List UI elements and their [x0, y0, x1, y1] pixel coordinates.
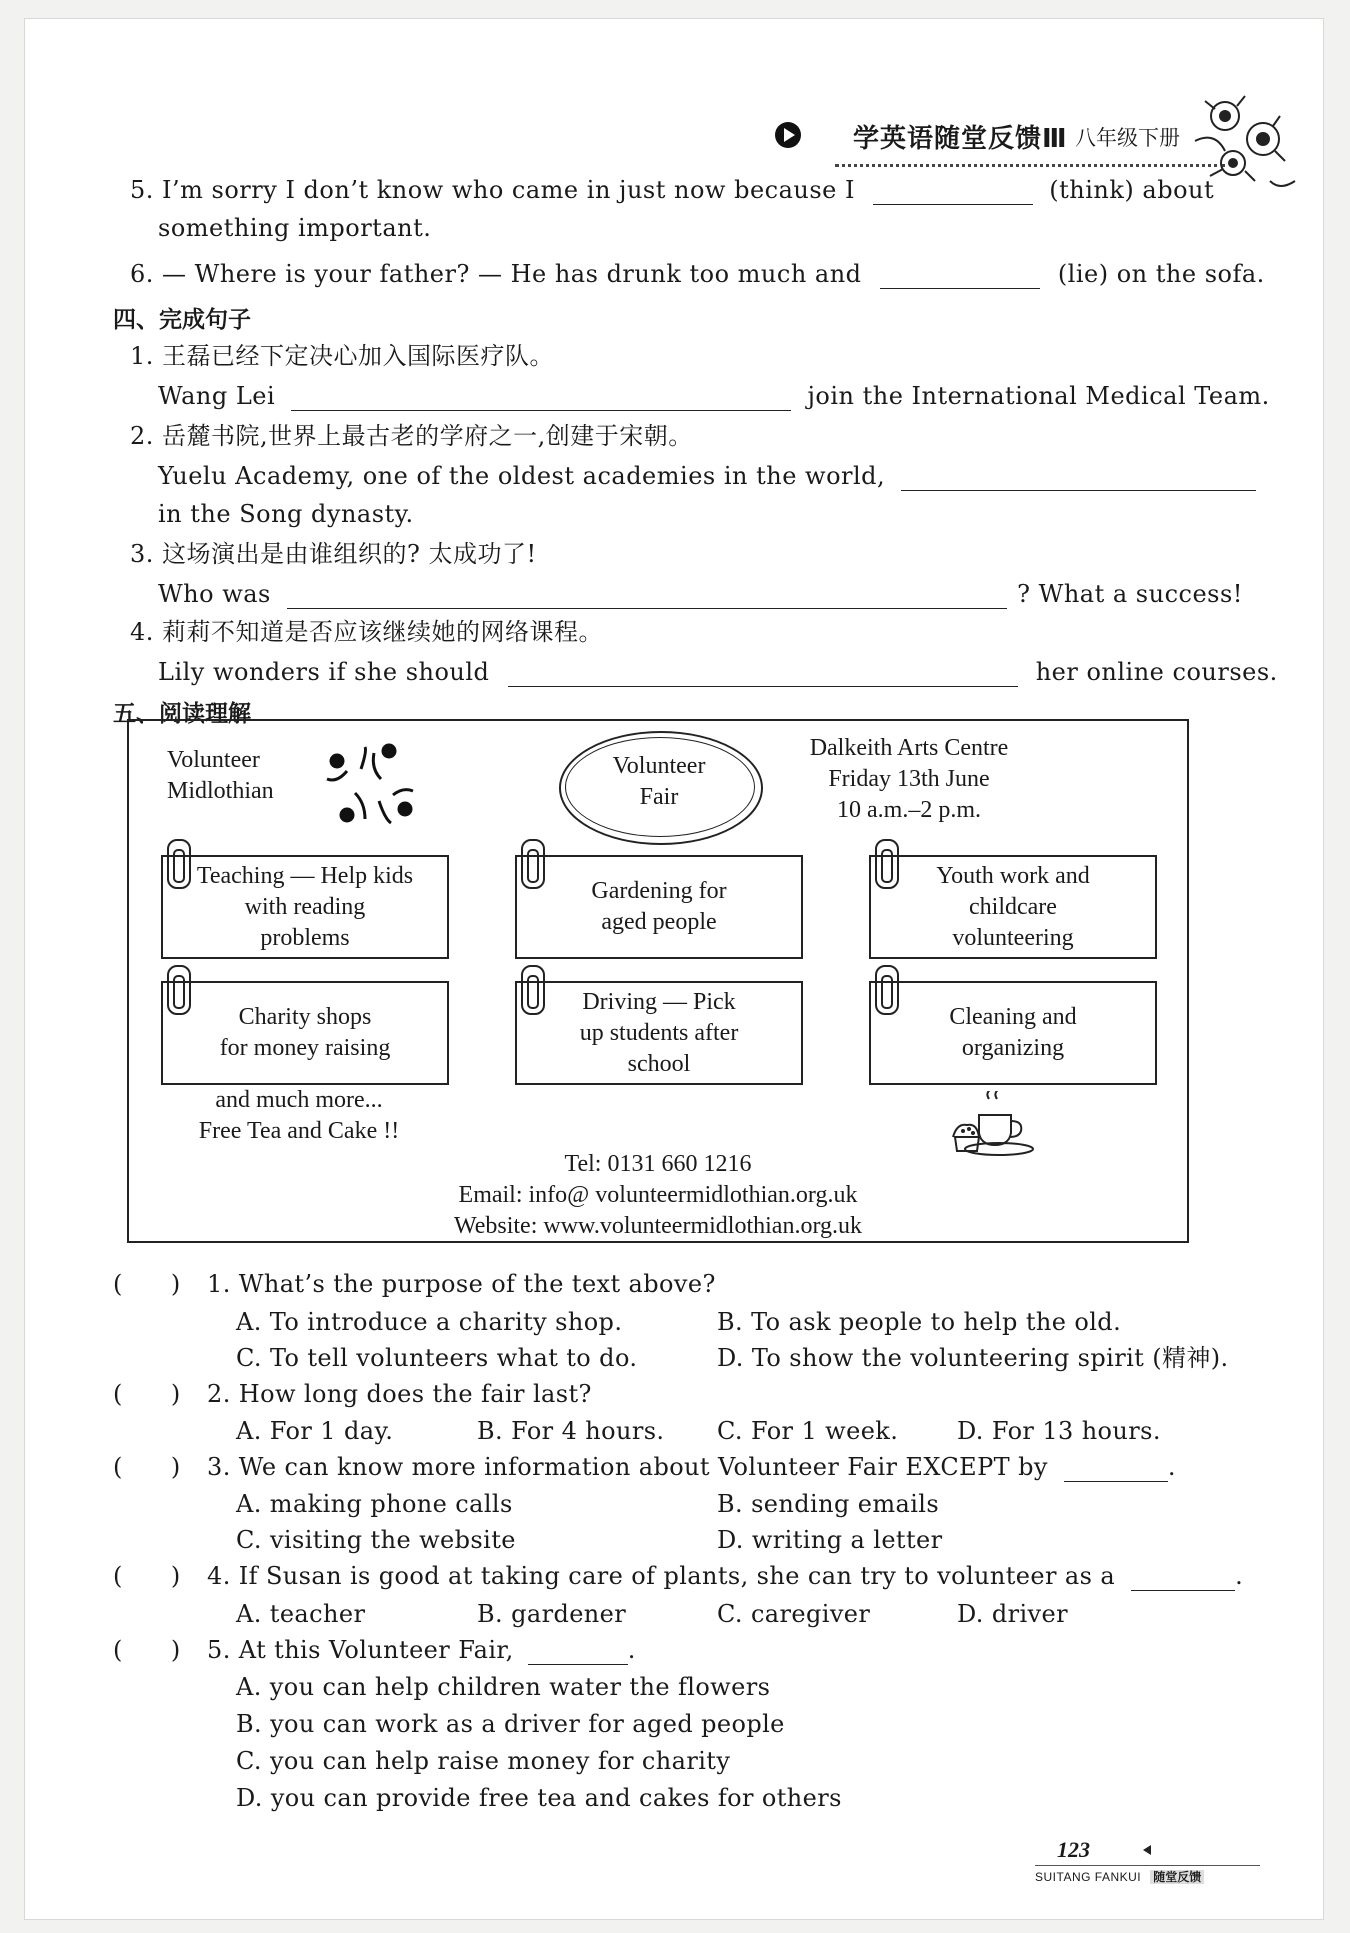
- option[interactable]: B. sending emails: [717, 1490, 940, 1518]
- sentence-item-1-answer: [158, 381, 1270, 411]
- sentence-item-3-chinese: [130, 539, 537, 569]
- option[interactable]: B. gardener: [477, 1600, 627, 1628]
- question-number: 5.: [207, 1636, 231, 1664]
- option[interactable]: A. you can help children water the flowers: [236, 1673, 771, 1701]
- answer-bracket[interactable]: ( ): [113, 1562, 181, 1590]
- more-line: and much more...: [215, 1087, 383, 1113]
- paperclip-icon: [521, 965, 545, 1015]
- option[interactable]: A. For 1 day.: [236, 1417, 394, 1445]
- activity-card-gardening: [515, 855, 803, 959]
- card-line: with reading: [244, 893, 366, 920]
- footer-caption-text: SUITANG FANKUI: [1035, 1870, 1142, 1884]
- card-line: Charity shops: [238, 1004, 372, 1030]
- chinese-prompt: 这场演出是由谁组织的? 太成功了!: [162, 540, 537, 568]
- question-number: 4.: [207, 1562, 231, 1590]
- paperclip-icon: [521, 839, 545, 889]
- activity-card-cleaning: [869, 981, 1157, 1085]
- option[interactable]: C. caregiver: [717, 1600, 871, 1628]
- venue-details: [779, 733, 1039, 826]
- item-number: 2.: [130, 422, 154, 450]
- page-number: 123: [1057, 1837, 1090, 1862]
- card-line: organizing: [961, 1035, 1065, 1061]
- contact-website: Website: www.volunteermidlothian.org.uk: [454, 1213, 862, 1239]
- card-line: problems: [260, 924, 350, 951]
- event-time: 10 a.m.–2 p.m.: [837, 797, 981, 823]
- option[interactable]: D. you can provide free tea and cakes for others: [236, 1784, 842, 1812]
- paperclip-icon: [167, 839, 191, 889]
- paperclip-icon: [875, 965, 899, 1015]
- answer-bracket[interactable]: ( ): [113, 1636, 181, 1664]
- card-line: for money raising: [219, 1035, 391, 1061]
- footer-tag: 随堂反馈: [1150, 1870, 1204, 1884]
- sentence-end: ? What a success!: [1017, 580, 1243, 608]
- option[interactable]: D. writing a letter: [717, 1526, 943, 1554]
- sentence-item-1-chinese: [130, 341, 554, 371]
- item-number: 6.: [130, 260, 154, 288]
- sentence-item-4-answer: [158, 657, 1278, 687]
- fair-title: [559, 751, 759, 813]
- answer-blank[interactable]: [528, 1640, 628, 1665]
- option[interactable]: D. To show the volunteering spirit (精神).: [717, 1344, 1229, 1372]
- answer-bracket[interactable]: ( ): [113, 1270, 181, 1298]
- contact-info: [129, 1149, 1187, 1242]
- question-4: ( ) 4. If Susan is good at taking care of plants, she can try to volunteer as a .: [113, 1562, 1244, 1590]
- answer-blank[interactable]: [291, 386, 791, 411]
- question-text: At this Volunteer Fair,: [238, 1636, 514, 1664]
- item-text: I’m sorry I don’t know who came in just now because I: [162, 176, 855, 204]
- option[interactable]: C. To tell volunteers what to do.: [236, 1344, 638, 1372]
- question-number: 1.: [207, 1270, 231, 1298]
- option[interactable]: D. For 13 hours.: [957, 1417, 1161, 1445]
- venue-name: Dalkeith Arts Centre: [809, 735, 1009, 761]
- footer-caption: [1035, 1865, 1260, 1885]
- card-line: school: [627, 1050, 691, 1077]
- card-line: Youth work and: [936, 862, 1090, 889]
- question-text: We can know more information about Volunteer Fair EXCEPT by: [238, 1453, 1048, 1481]
- fill-item-5: [130, 175, 1214, 205]
- fair-title-line: Fair: [639, 784, 679, 810]
- sentence-start: Wang Lei: [158, 382, 276, 410]
- more-info: [169, 1085, 429, 1147]
- option[interactable]: B. For 4 hours.: [477, 1417, 665, 1445]
- worksheet-page: [24, 18, 1324, 1920]
- option[interactable]: A. making phone calls: [236, 1490, 513, 1518]
- activity-card-charity-shops: [161, 981, 449, 1085]
- question-number: 2.: [207, 1380, 231, 1408]
- answer-bracket[interactable]: ( ): [113, 1453, 181, 1481]
- volunteer-poster: [127, 719, 1189, 1243]
- answer-blank[interactable]: [1064, 1457, 1168, 1482]
- item-hint: (think) about: [1049, 176, 1215, 204]
- page-arrow-icon: [1143, 1845, 1151, 1855]
- question-5: ( ) 5. At this Volunteer Fair, .: [113, 1636, 636, 1664]
- card-line: aged people: [601, 909, 717, 935]
- question-number: 3.: [207, 1453, 231, 1481]
- event-date: Friday 13th June: [828, 766, 990, 792]
- option[interactable]: C. visiting the website: [236, 1526, 516, 1554]
- option[interactable]: C. you can help raise money for charity: [236, 1747, 731, 1775]
- answer-blank[interactable]: [901, 466, 1256, 491]
- chinese-prompt: 莉莉不知道是否应该继续她的网络课程。: [162, 618, 604, 646]
- card-line: Driving — Pick: [582, 988, 736, 1015]
- org-line: Volunteer: [167, 747, 260, 773]
- option[interactable]: C. For 1 week.: [717, 1417, 899, 1445]
- tea-cake-line: Free Tea and Cake !!: [198, 1118, 400, 1144]
- answer-blank[interactable]: [1131, 1566, 1235, 1591]
- answer-blank[interactable]: [287, 584, 1007, 609]
- question-1: [113, 1269, 716, 1299]
- fill-item-5-continuation: something important.: [158, 214, 432, 242]
- play-icon-triangle: [784, 128, 795, 142]
- sentence-start: Who was: [158, 580, 271, 608]
- header-grade: 八年级下册: [1075, 126, 1180, 150]
- item-number: 5.: [130, 176, 154, 204]
- activity-card-driving: [515, 981, 803, 1085]
- poster-org-name: [167, 745, 274, 807]
- volunteer-logo-icon: [319, 739, 419, 829]
- card-line: childcare: [969, 893, 1057, 920]
- section-heading-reading: 五、阅读理解: [113, 701, 251, 727]
- chinese-prompt: 王磊已经下定决心加入国际医疗队。: [162, 342, 555, 370]
- item-number: 1.: [130, 342, 154, 370]
- chinese-prompt: 岳麓书院,世界上最古老的学府之一,创建于宋朝。: [162, 422, 693, 450]
- section-heading-complete-sentences: 四、完成句子: [113, 307, 251, 333]
- card-line: volunteering: [952, 924, 1074, 951]
- contact-email: Email: info@ volunteermidlothian.org.uk: [458, 1182, 858, 1208]
- header-title: 学英语随堂反馈Ⅲ: [853, 124, 1068, 154]
- option[interactable]: D. driver: [957, 1600, 1068, 1628]
- card-line: up students after: [579, 1019, 739, 1046]
- option[interactable]: A. teacher: [236, 1600, 366, 1628]
- answer-blank[interactable]: [873, 180, 1033, 205]
- activity-card-youth-work: [869, 855, 1157, 959]
- question-text: What’s the purpose of the text above?: [238, 1270, 716, 1298]
- header-divider: [835, 164, 1225, 167]
- item-hint: (lie) on the sofa.: [1057, 260, 1265, 288]
- sentence-item-4-chinese: [130, 617, 603, 647]
- card-line: Gardening for: [591, 878, 727, 904]
- item-number: 3.: [130, 540, 154, 568]
- question-3: ( ) 3. We can know more information about Volunteer Fair EXCEPT by .: [113, 1453, 1176, 1481]
- activity-card-teaching: [161, 855, 449, 959]
- option[interactable]: A. To introduce a charity shop.: [236, 1308, 623, 1336]
- sentence-item-2-answer: [158, 461, 1256, 491]
- sentence-item-3-answer: [158, 579, 1243, 609]
- sentence-end: her online courses.: [1035, 658, 1278, 686]
- fill-item-6: [130, 259, 1265, 289]
- fair-title-line: Volunteer: [612, 753, 706, 779]
- answer-blank[interactable]: [880, 264, 1040, 289]
- sentence-item-2-continuation: in the Song dynasty.: [158, 500, 414, 528]
- card-line: Cleaning and: [949, 1004, 1077, 1030]
- option[interactable]: B. you can work as a driver for aged people: [236, 1710, 785, 1738]
- question-text: If Susan is good at taking care of plants, she can try to volunteer as a: [238, 1562, 1116, 1590]
- paperclip-icon: [875, 839, 899, 889]
- contact-phone: Tel: 0131 660 1216: [564, 1151, 752, 1177]
- item-text: — Where is your father? — He has drunk too much and: [162, 260, 862, 288]
- card-line: Teaching — Help kids: [196, 862, 414, 889]
- sentence-end: join the International Medical Team.: [807, 382, 1270, 410]
- option[interactable]: B. To ask people to help the old.: [717, 1308, 1122, 1336]
- answer-blank[interactable]: [508, 662, 1018, 687]
- answer-bracket[interactable]: ( ): [113, 1380, 181, 1408]
- question-text: How long does the fair last?: [238, 1380, 592, 1408]
- sentence-item-2-chinese: [130, 421, 693, 451]
- sentence-start: Lily wonders if she should: [158, 658, 490, 686]
- question-2: [113, 1379, 592, 1409]
- paperclip-icon: [167, 965, 191, 1015]
- org-line: Midlothian: [167, 778, 274, 804]
- item-number: 4.: [130, 618, 154, 646]
- sentence-start: Yuelu Academy, one of the oldest academies in the world,: [158, 462, 886, 490]
